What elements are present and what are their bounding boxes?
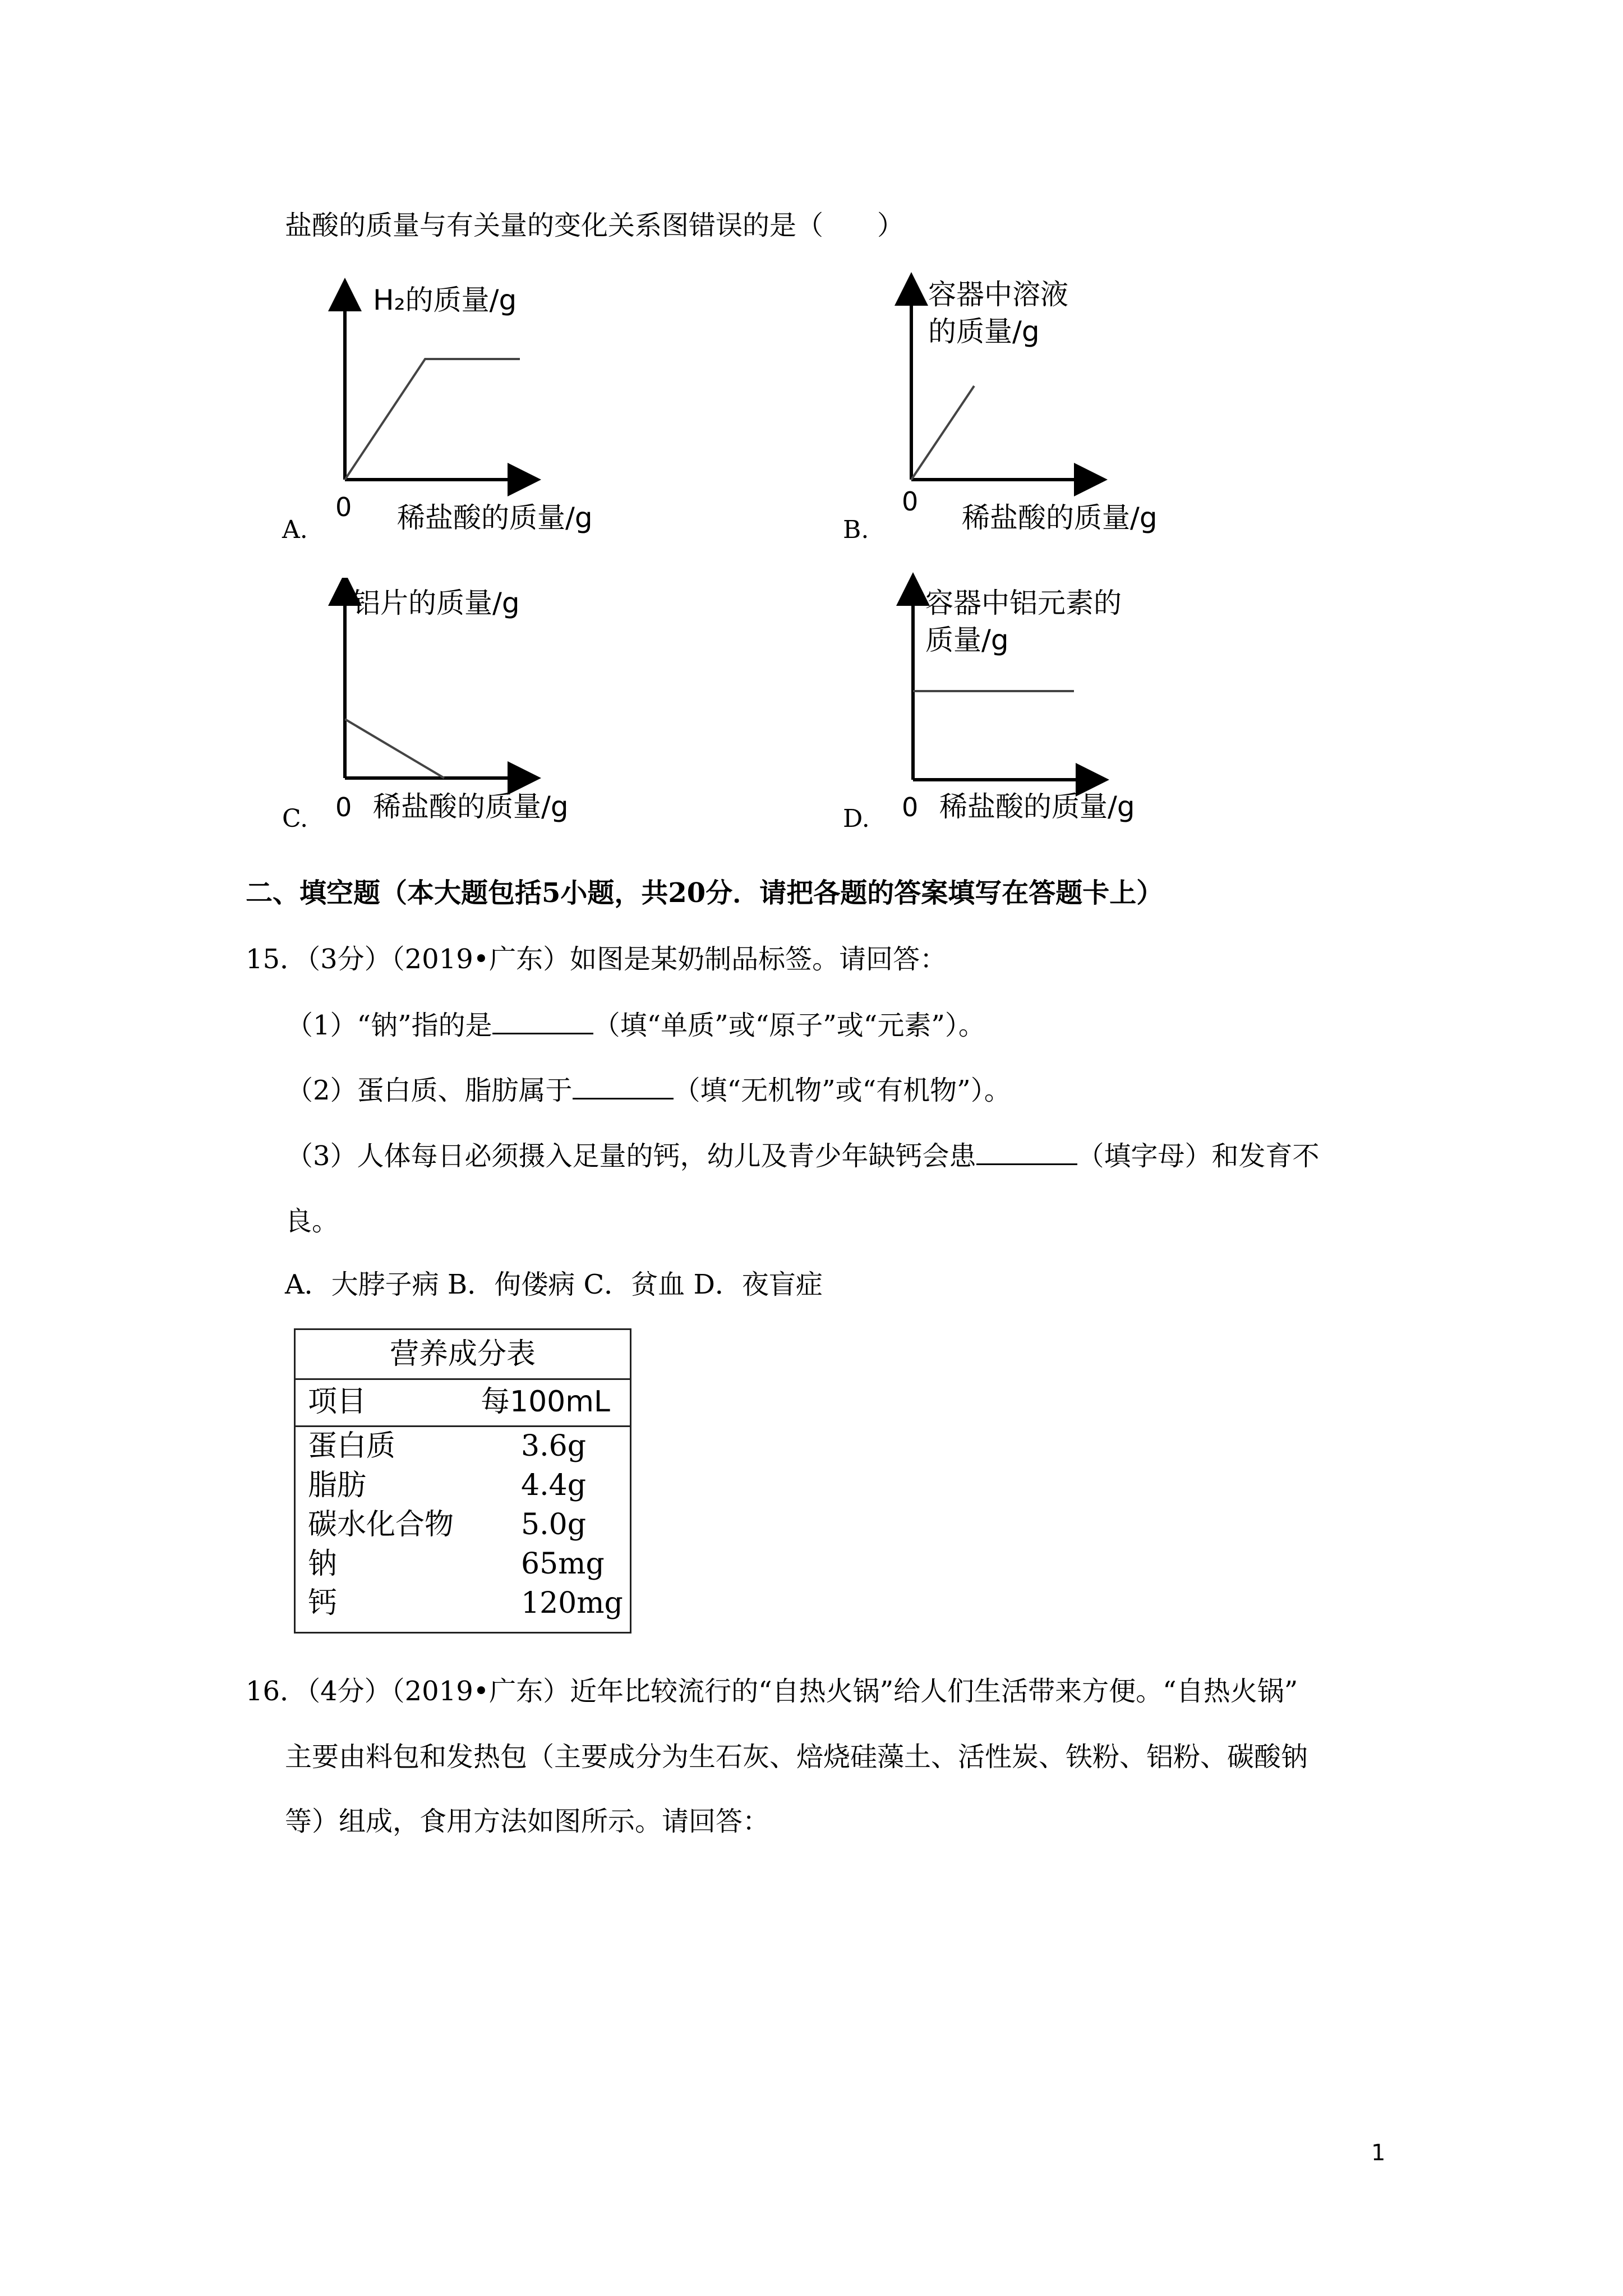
q15-sub3-pre: （3）人体每日必须摄入足量的钙，幼儿及青少年缺钙会患 — [286, 1140, 976, 1172]
y-label-line1: 容器中铝元素的 — [925, 587, 1122, 619]
x-label: 稀盐酸的质量/g — [962, 501, 1158, 534]
table-divider — [296, 1378, 630, 1380]
x-label: 稀盐酸的质量/g — [397, 501, 593, 534]
curve — [345, 719, 444, 778]
q15-sub2 — [286, 1073, 1011, 1107]
q16-line3: 等）组成，食用方法如图所示。请回答： — [285, 1806, 770, 1837]
x-label: 稀盐酸的质量/g — [373, 790, 569, 823]
row-value: 65mg — [521, 1547, 605, 1581]
header-per: 每100mL — [481, 1385, 610, 1419]
y-label-line1: 容器中溶液 — [928, 278, 1068, 311]
graph-c — [275, 578, 634, 830]
row-name: 碳水化合物 — [308, 1508, 454, 1542]
row-name: 脂肪 — [308, 1469, 367, 1502]
q15-sub3-post: （填字母）和发育不 — [1077, 1140, 1320, 1172]
table-title: 营养成分表 — [389, 1337, 536, 1371]
y-label: H₂的质量/g — [373, 284, 517, 316]
option-a-label: A. — [282, 516, 308, 544]
option-d-label: D. — [843, 804, 870, 833]
row-value: 120mg — [521, 1586, 623, 1620]
q15-sub3 — [286, 1139, 1320, 1173]
q15-sub2-pre: （2）蛋白质、脂肪属于 — [286, 1075, 573, 1106]
origin-label: 0 — [335, 792, 352, 822]
row-name: 钙 — [308, 1586, 338, 1620]
q14-stem-tail: 盐酸的质量与有关量的变化关系图错误的是（ ） — [285, 210, 905, 241]
q15-sub3-cont: 良。 — [285, 1205, 339, 1237]
q15-choices: A．大脖子病 B．佝偻病 C．贫血 D．夜盲症 — [285, 1269, 823, 1300]
q16-line2: 主要由料包和发热包（主要成分为生石灰、焙烧硅藻土、活性炭、铁粉、铝粉、碳酸钠 — [285, 1741, 1308, 1773]
q16-line1: 16．（4分）（2019•广东）近年比较流行的“自热火锅”给人们生活带来方便。“自热火锅” — [246, 1676, 1298, 1707]
row-name: 钠 — [308, 1547, 338, 1581]
option-c-label: C. — [282, 804, 308, 833]
x-label: 稀盐酸的质量/g — [939, 790, 1135, 823]
y-label-line2: 的质量/g — [928, 315, 1040, 348]
y-label: 铝片的质量/g — [352, 587, 520, 619]
row-value: 3.6g — [521, 1429, 586, 1463]
q15-sub1-post: （填“单质”或“原子”或“元素”）。 — [593, 1010, 985, 1041]
q15-sub2-post: （填“无机物”或“有机物”）。 — [673, 1075, 1011, 1106]
curve — [345, 359, 520, 480]
q15-stem: 15．（3分）（2019•广东）如图是某奶制品标签。请回答： — [246, 944, 947, 975]
y-label-line2: 质量/g — [925, 624, 1009, 656]
option-b-label: B. — [843, 516, 869, 544]
answer-blank-2[interactable] — [573, 1073, 674, 1099]
answer-blank-1[interactable] — [492, 1008, 593, 1034]
graph-b — [836, 269, 1195, 539]
row-name: 蛋白质 — [308, 1429, 396, 1463]
origin-label: 0 — [902, 486, 919, 517]
row-value: 4.4g — [521, 1469, 586, 1502]
q15-sub1 — [286, 1008, 985, 1042]
answer-blank-3[interactable] — [976, 1139, 1077, 1165]
curve — [911, 386, 974, 480]
page-number: 1 — [1371, 2140, 1386, 2166]
row-value: 5.0g — [521, 1508, 586, 1542]
q15-sub1-pre: （1）“钠”指的是 — [286, 1010, 492, 1041]
graph-d — [836, 572, 1195, 830]
origin-label: 0 — [335, 492, 352, 522]
header-item: 项目 — [308, 1385, 367, 1419]
section-2-title: 二、填空题（本大题包括5小题，共20分．请把各题的答案填写在答题卡上） — [246, 877, 1164, 909]
nutrition-table — [294, 1328, 631, 1634]
origin-label: 0 — [902, 792, 919, 822]
graph-a — [275, 275, 634, 539]
